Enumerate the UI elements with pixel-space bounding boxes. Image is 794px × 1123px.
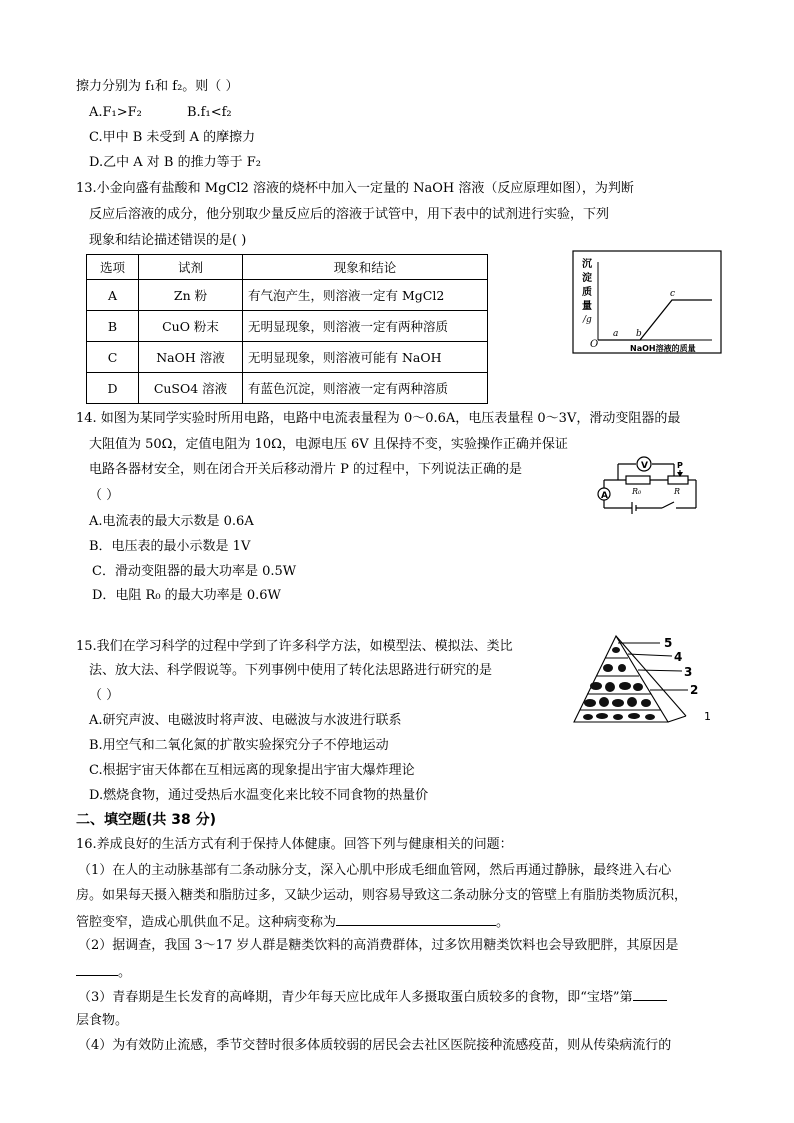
rheostat-label: R: [674, 487, 681, 496]
table-cell: D: [87, 373, 139, 404]
table-row: [87, 311, 488, 342]
q14-option-d: D．电阻 R₀ 的最大功率是 0.6W: [92, 588, 281, 603]
answer-blank[interactable]: [76, 962, 118, 976]
answer-blank[interactable]: [336, 912, 496, 926]
q13-stem-3: 现象和结论描述错误的是( ): [89, 233, 247, 248]
q15-blank: （ ）: [89, 688, 120, 703]
table-cell: A: [87, 280, 139, 311]
q15-stem-1: 15.我们在学习科学的过程中学到了许多科学方法，如模型法、模拟法、类比: [76, 639, 513, 654]
table-row: [87, 280, 488, 311]
q16-part1-line2: 房。如果每天摄入糖类和脂肪过多，又缺少运动，则容易导致这二条动脉分支的管壁上有脂肪类物质沉积，: [76, 888, 688, 903]
table-cell: C: [87, 342, 139, 373]
graph-point-c: c: [670, 289, 676, 299]
q16-part1-text: 管腔变窄，造成心肌供血不足。这种病变称为: [76, 915, 337, 930]
voltmeter-label: V: [641, 461, 648, 471]
slider-label: P: [677, 461, 683, 470]
q16-part2-end: 。: [118, 965, 132, 980]
q15-option-b: B.用空气和二氧化氮的扩散实验探究分子不停地运动: [89, 738, 389, 753]
q14-option-a: A.电流表的最大示数是 0.6A: [89, 514, 254, 529]
graph-ylabel-char: 淀: [582, 273, 592, 284]
graph-ylabel-char: 质: [582, 287, 592, 298]
table-row: [87, 342, 488, 373]
q16-part4-line1: （4）为有效防止流感，季节交替时很多体质较弱的居民会去社区医院接种流感疫苗，则从传染病流行的: [78, 1038, 672, 1053]
q12-option-d: D.乙中 A 对 B 的推力等于 F₂: [89, 155, 261, 170]
q16-part2-line1: （2）据调查，我国 3～17 岁人群是糖类饮料的高消费群体，过多饮用糖类饮料也会导致肥胖，其原因是: [78, 938, 679, 953]
q14-stem-2: 大阻值为 50Ω，定值电阻为 10Ω，电源电压 6V 且保持不变，实验操作正确并保证: [89, 437, 568, 452]
q16-part1-line3: [76, 912, 509, 932]
pyramid-label-1: 1: [704, 710, 711, 723]
table-cell: 有气泡产生，则溶液一定有 MgCl2: [243, 280, 488, 311]
table-header: 试剂: [139, 255, 243, 280]
table-header-row: [87, 255, 488, 280]
q16-part3-line1: [78, 987, 667, 1007]
graph-ylabel-unit: /g: [583, 315, 592, 325]
table-cell: 无明显现象，则溶液可能有 NaOH: [243, 342, 488, 373]
q15-option-c: C.根据宇宙天体都在互相远离的现象提出宇宙大爆炸理论: [89, 763, 415, 778]
table-cell: CuSO4 溶液: [139, 373, 243, 404]
graph-ylabel-char: 量: [582, 301, 592, 312]
section-heading: 二、填空题(共 38 分): [76, 812, 217, 828]
q16-part1-line1: （1）在人的主动脉基部有二条动脉分支，深入心肌中形成毛细血管网，然后再通过静脉，最终进入右心: [78, 863, 672, 878]
graph-ylabel-char: 沉: [582, 259, 592, 270]
q12-option-b: B.f₁<f₂: [187, 105, 232, 120]
table-cell: 无明显现象，则溶液一定有两种溶质: [243, 311, 488, 342]
table-cell: 有蓝色沉淀，则溶液一定有两种溶质: [243, 373, 488, 404]
q16-part3-line2: 层食物。: [76, 1013, 129, 1028]
table-cell: NaOH 溶液: [139, 342, 243, 373]
q15-option-d: D.燃烧食物，通过受热后水温变化来比较不同食物的热量价: [89, 788, 429, 803]
q12-option-c: C.甲中 B 未受到 A 的摩擦力: [89, 130, 256, 145]
q14-option-b: B．电压表的最小示数是 1V: [89, 539, 251, 554]
q14-stem-3: 电路各器材安全，则在闭合开关后移动滑片 P 的过程中，下列说法正确的是: [89, 462, 523, 477]
graph-xlabel: NaOH溶液的质量: [630, 344, 696, 353]
answer-blank[interactable]: [633, 987, 667, 1001]
resistor-label: R₀: [632, 487, 642, 496]
q14-blank: （ ）: [89, 488, 120, 503]
table-row: [87, 373, 488, 404]
food-pyramid: [568, 630, 718, 730]
table-header: 现象和结论: [243, 255, 488, 280]
pyramid-label-3: 3: [684, 665, 693, 679]
pyramid-label-2: 2: [690, 683, 699, 697]
q14-stem-1: 14. 如图为某同学实验时所用电路，电路中电流表量程为 0～0.6A，电压表量程 0～3V，滑动变阻器的最: [76, 411, 681, 426]
q15-option-a: A.研究声波、电磁波时将声波、电磁波与水波进行联系: [89, 713, 402, 728]
q16-part2-line2: [76, 962, 131, 982]
graph-point-a: a: [613, 329, 619, 339]
pyramid-label-4: 4: [674, 650, 683, 664]
table-header: 选项: [87, 255, 139, 280]
circuit-diagram: [596, 452, 702, 518]
graph-origin: O: [590, 339, 599, 350]
q12-option-a: A.F₁>F₂: [89, 105, 142, 120]
table-cell: Zn 粉: [139, 280, 243, 311]
table-cell: B: [87, 311, 139, 342]
q16-stem: 16.养成良好的生活方式有利于保持人体健康。回答下列与健康相关的问题：: [76, 837, 513, 852]
q15-stem-2: 法、放大法、科学假说等。下列事例中使用了转化法思路进行研究的是: [89, 663, 493, 678]
graph-point-b: b: [636, 329, 642, 339]
precipitate-graph: [572, 250, 722, 354]
ammeter-label: A: [601, 491, 608, 501]
q12-text: 擦力分别为 f₁和 f₂。则（ ）: [76, 79, 239, 94]
q16-part1-end: 。: [496, 915, 510, 930]
q16-part3-text: （3）青春期是生长发育的高峰期，青少年每天应比成年人多摄取蛋白质较多的食物，即“宝塔”第: [78, 990, 633, 1005]
table-cell: CuO 粉末: [139, 311, 243, 342]
pyramid-label-5: 5: [664, 636, 673, 650]
q14-option-c: C．滑动变阻器的最大功率是 0.5W: [92, 564, 297, 579]
q13-stem-2: 反应后溶液的成分，他分别取少量反应后的溶液于试管中，用下表中的试剂进行实验，下列: [89, 207, 610, 222]
q13-table: [86, 254, 488, 404]
q13-stem-1: 13.小金向盛有盐酸和 MgCl2 溶液的烧杯中加入一定量的 NaOH 溶液（反应原理如图），为判断: [76, 181, 634, 196]
